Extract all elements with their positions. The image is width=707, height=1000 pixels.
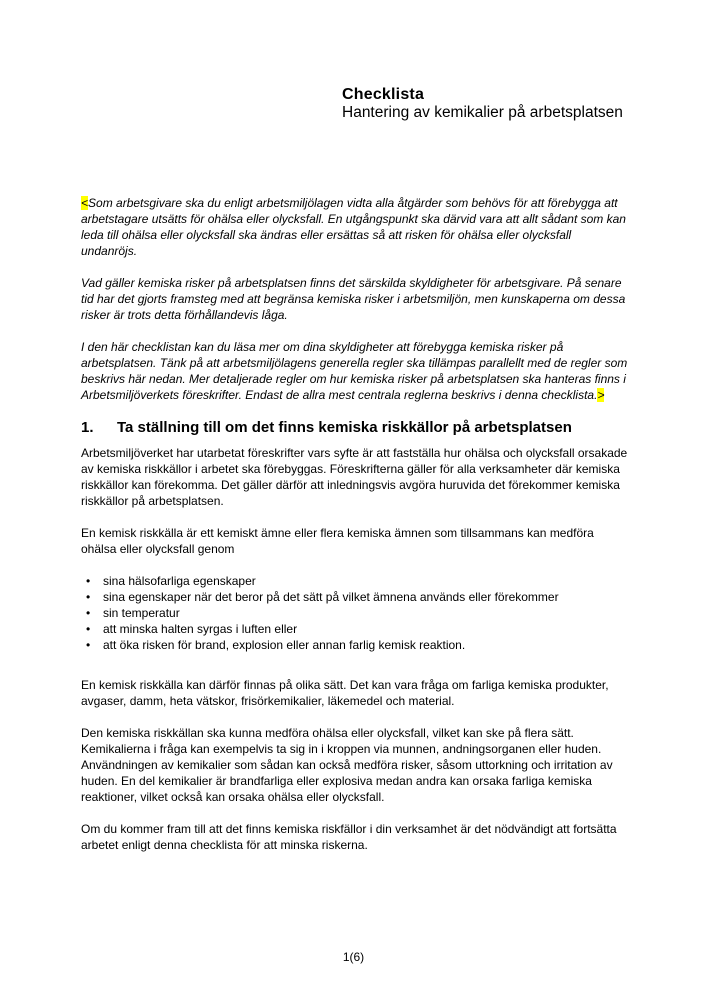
- document-title: Checklista: [342, 86, 425, 103]
- document-subtitle: Hantering av kemikalier på arbetsplatsen: [342, 104, 623, 121]
- list-item-text: att minska halten syrgas i luften eller: [103, 622, 298, 636]
- bullet-icon: •: [86, 606, 91, 620]
- title-block: [342, 86, 629, 121]
- bullet-icon: •: [86, 622, 91, 636]
- section-1-paragraph-2: En kemisk riskkälla är ett kemiskt ämne eller flera kemiska ämnen som tillsammans kan medföra ohälsa eller olycksfall genom: [81, 526, 594, 556]
- list-item-text: att öka risken för brand, explosion eller annan farlig kemisk reaktion.: [103, 638, 466, 652]
- list-item-text: sina hälsofarliga egenskaper: [103, 574, 256, 588]
- bullet-icon: •: [86, 638, 91, 652]
- highlight-close-marker: >: [597, 388, 605, 402]
- intro-paragraph-2: [81, 275, 629, 323]
- section-1-number: 1.: [81, 419, 94, 436]
- list-item: [81, 589, 629, 605]
- intro-paragraph-1-text: Som arbetsgivare ska du enligt arbetsmiljölagen vidta alla åtgärder som behövs för att förebygga att arbetstagare utsätts för ohälsa eller olycksfall. En utgångspunkt ska därvid vara att allt sådant som kan leda till ohälsa eller olycksfall ska ändras eller ersättas så att risken för ohälsa eller olycksfall undanröjs.: [81, 196, 626, 258]
- list-item: [81, 573, 629, 589]
- intro-paragraph-2-text: Vad gäller kemiska risker på arbetsplatsen finns det särskilda skyldigheter för arbetsgivare. På senare tid har det gjorts framsteg med att begränsa kemiska risker i arbetsmiljön, men kunskaperna om dessa risker är trots detta förhållandevis låga.: [81, 276, 626, 322]
- list-item-text: sina egenskaper när det beror på det sätt på vilket ämnena används eller förekommer: [103, 590, 559, 604]
- section-1-heading-text: Ta ställning till om det finns kemiska riskkällor på arbetsplatsen: [117, 419, 572, 436]
- list-item: [81, 621, 629, 637]
- highlight-open-marker: <: [81, 196, 89, 210]
- section-1-heading: [81, 419, 629, 436]
- list-item: [81, 605, 629, 621]
- section-1-paragraph-4: Den kemiska riskkällan ska kunna medföra ohälsa eller olycksfall, vilket kan ske på flera sätt. Kemikalierna i fråga kan exempelvis ta sig in i kroppen via munnen, andningsorganen eller huden. Användningen av kemikalier som sådan kan också medföra risker, såsom uttorkning och irritation av huden. En del kemikalier är brandfarliga eller explosiva medan andra kan orsaka farliga kemiska reaktioner, vilket också kan orsaka ohälsa eller olycksfall.: [81, 726, 613, 804]
- section-1-paragraph-1: Arbetsmiljöverket har utarbetat föreskrifter vars syfte är att fastställa hur ohälsa och olycksfall orsakade av kemiska riskkällor i arbetet ska förebyggas. Föreskrifterna gäller för alla verksamheter där kemiska riskkällor kan förekomma. Det gäller därför att inledningsvis avgöra huruvida det förekommer kemiska riskkällor på arbetsplatsen.: [81, 446, 628, 508]
- bullet-icon: •: [86, 574, 91, 588]
- bullet-icon: •: [86, 590, 91, 604]
- section-1-paragraph-3: En kemisk riskkälla kan därför finnas på olika sätt. Det kan vara fråga om farliga kemiska produkter, avgaser, damm, heta vätskor, frisörkemikalier, läkemedel och material.: [81, 678, 609, 708]
- risk-source-bullet-list: [81, 573, 629, 653]
- section-1-paragraph-5: Om du kommer fram till att det finns kemiska riskfällor i din verksamhet är det nödvändigt att fortsätta arbetet enligt denna checklista för att minska riskerna.: [81, 822, 617, 852]
- intro-paragraph-3-text: I den här checklistan kan du läsa mer om dina skyldigheter att förebygga kemiska risker på arbetsplatsen. Tänk på att arbetsmiljölagens generella regler ska tillämpas parallellt med de regler som beskrivs här nedan. Mer detaljerade regler om hur kemiska risker på arbetsplatsen ska hanteras finns i Arbetsmiljöverkets föreskrifter. Endast de allra mest centrala reglerna beskrivs i denna checklista.: [81, 340, 628, 402]
- intro-paragraph-1: [81, 195, 629, 259]
- list-item-text: sin temperatur: [103, 606, 180, 620]
- intro-paragraph-3: [81, 339, 629, 403]
- page-content: [81, 0, 629, 869]
- page-number: 1(6): [342, 950, 365, 964]
- intro-section: [81, 195, 629, 403]
- list-item: [81, 637, 629, 653]
